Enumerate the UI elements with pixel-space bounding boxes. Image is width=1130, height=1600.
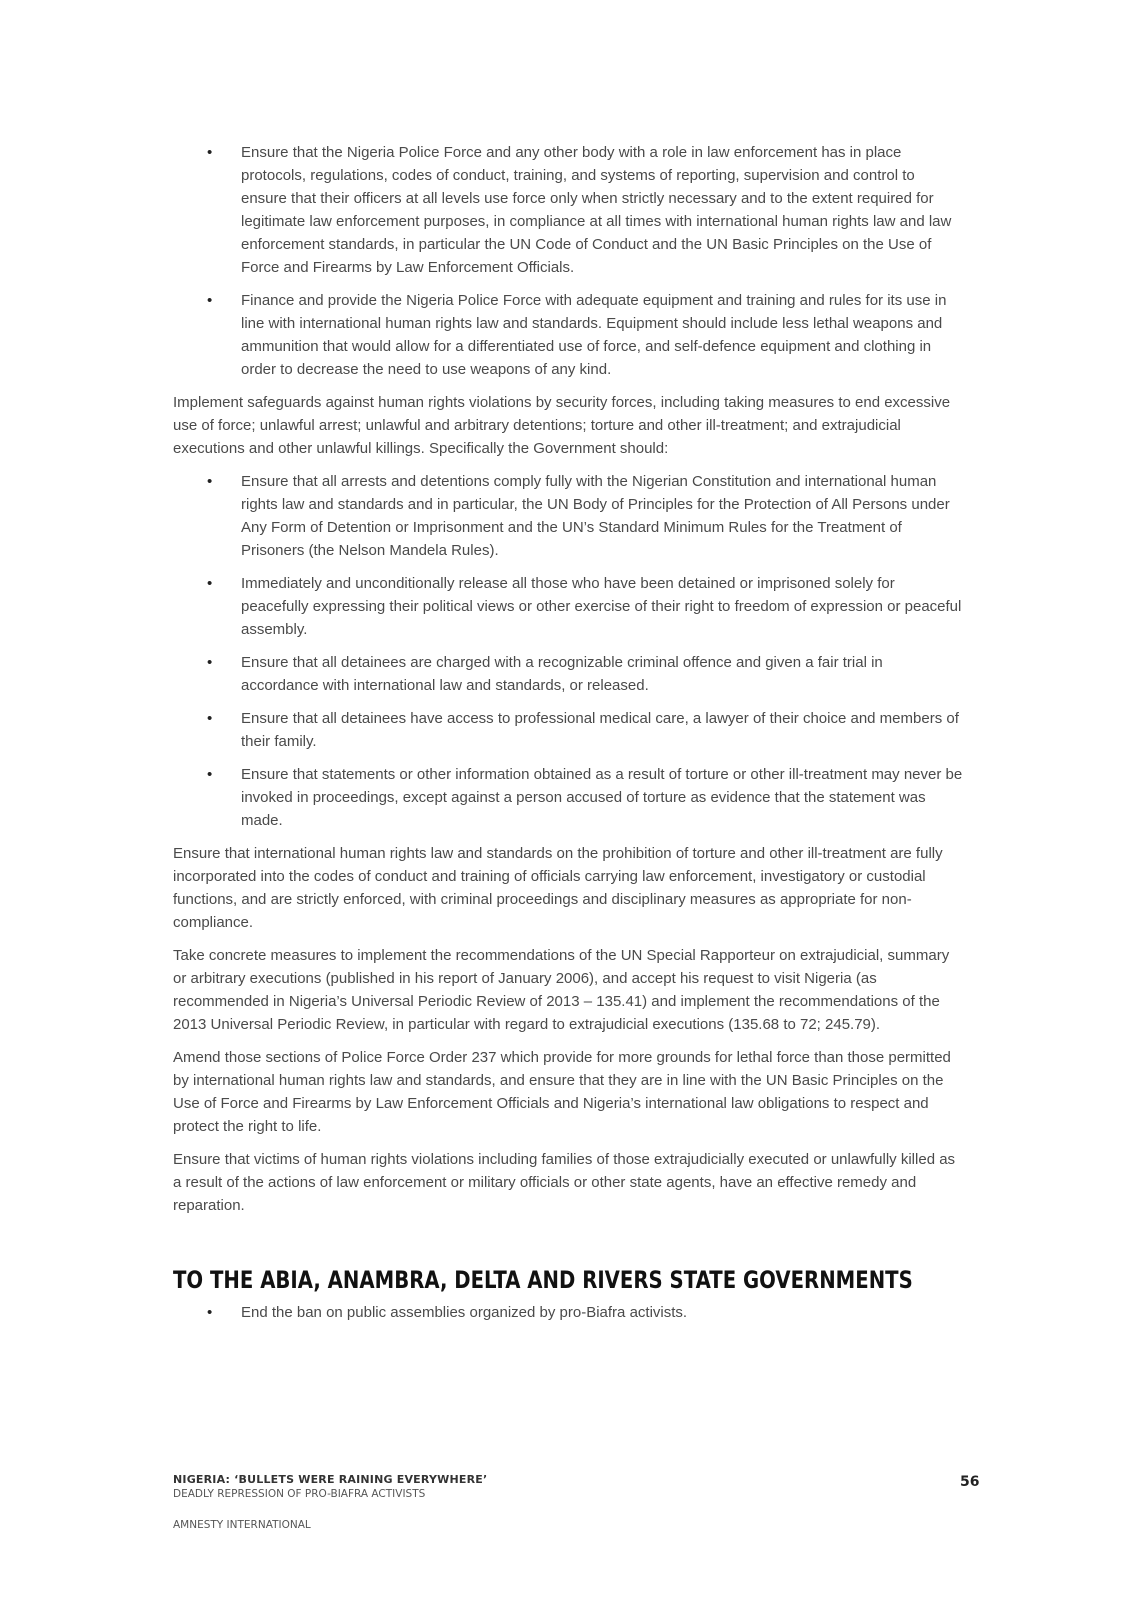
bullet-icon: • xyxy=(207,144,213,161)
list-item xyxy=(173,141,963,279)
list-item xyxy=(173,651,963,697)
paragraph-special-rapporteur: Take concrete measures to implement the recommendations of the UN Special Rapporteur on extrajudicial, summary or arbitrary executions (published in his report of January 2006), and accept his request to visit Nigeria (as recommended in Nigeria’s Universal Periodic Review of 2013 – 135.41) and implement the recommendations of the 2013 Universal Periodic Review, in particular with regard to extrajudicial executions (135.68 to 72; 245.79). xyxy=(173,947,950,1033)
page-footer xyxy=(173,1472,963,1533)
bullet-icon: • xyxy=(207,292,213,309)
bullet-list-state-governments xyxy=(173,1301,963,1324)
bullet-list-detentions xyxy=(173,470,963,832)
list-item-text: Immediately and unconditionally release all those who have been detained or imprisoned solely for peacefully expressing their political views or other exercise of their right to freedom of expression or peaceful assembly. xyxy=(241,575,962,638)
list-item xyxy=(173,572,963,641)
list-item xyxy=(173,289,963,381)
list-item-text: Ensure that statements or other information obtained as a result of torture or other ill-treatment may never be invoked in proceedings, except against a person accused of torture as evidence that the statement was made. xyxy=(241,766,963,829)
list-item xyxy=(173,1301,963,1324)
list-item-text: Ensure that all detainees have access to professional medical care, a lawyer of their choice and members of their family. xyxy=(241,710,959,750)
footer-title: NIGERIA: ‘BULLETS WERE RAINING EVERYWHERE’ xyxy=(173,1473,488,1486)
list-item-text: Ensure that all arrests and detentions comply fully with the Nigerian Constitution and international human rights law and standards and in particular, the UN Body of Principles for the Protection of All Persons under Any Form of Detention or Imprisonment and the UN’s Standard Minimum Rules for the Treatment of Prisoners (the Nelson Mandela Rules). xyxy=(241,473,950,559)
bullet-icon: • xyxy=(207,766,213,783)
paragraph-remedy: Ensure that victims of human rights violations including families of those extrajudicially executed or unlawfully killed as a result of the actions of law enforcement or military officials or other state agents, have an effective remedy and reparation. xyxy=(173,1151,956,1214)
main-content xyxy=(173,141,963,1334)
list-item-text: Finance and provide the Nigeria Police Force with adequate equipment and training and rules for its use in line with international human rights law and standards. Equipment should include less lethal weapons and ammunition that would allow for a differentiated use of force, and self-defence equipment and clothing in order to decrease the need to use weapons of any kind. xyxy=(241,292,947,378)
bullet-list-police xyxy=(173,141,963,381)
bullet-icon: • xyxy=(207,710,213,727)
list-item-text: Ensure that the Nigeria Police Force and any other body with a role in law enforcement has in place protocols, regulations, codes of conduct, training, and systems of reporting, supervision and control to ensure that their officers at all levels use force only when strictly necessary and to the extent required for legitimate law enforcement purposes, in compliance at all times with international human rights law and law enforcement standards, in particular the UN Code of Conduct and the UN Basic Principles on the Use of Force and Firearms by Law Enforcement Officials. xyxy=(241,144,952,276)
footer-subtitle: DEADLY REPRESSION OF PRO-BIAFRA ACTIVISTS xyxy=(173,1488,426,1500)
page-number: 56 xyxy=(960,1474,980,1490)
bullet-icon: • xyxy=(207,654,213,671)
list-item-text: Ensure that all detainees are charged with a recognizable criminal offence and given a fair trial in accordance with international law and standards, or released. xyxy=(241,654,883,694)
list-item xyxy=(173,470,963,562)
bullet-icon: • xyxy=(207,575,213,592)
paragraph-force-order-237: Amend those sections of Police Force Order 237 which provide for more grounds for lethal force than those permitted by international human rights law and standards, and ensure that they are in line with the UN Basic Principles on the Use of Force and Firearms by Law Enforcement Officials and Nigeria’s international law obligations to respect and protect the right to life. xyxy=(173,1049,951,1135)
list-item-text: End the ban on public assemblies organized by pro-Biafra activists. xyxy=(241,1304,688,1321)
list-item xyxy=(173,707,963,753)
footer-organization: AMNESTY INTERNATIONAL xyxy=(173,1519,311,1531)
bullet-icon: • xyxy=(207,473,213,490)
list-item xyxy=(173,763,963,832)
paragraph-safeguards: Implement safeguards against human rights violations by security forces, including taking measures to end excessive use of force; unlawful arrest; unlawful and arbitrary detentions; torture and other ill-treatment; and extrajudicial executions and other unlawful killings. Specifically the Government should: xyxy=(173,394,951,457)
section-heading: TO THE ABIA, ANAMBRA, DELTA AND RIVERS STATE GOVERNMENTS xyxy=(173,1266,913,1294)
paragraph-torture-standards: Ensure that international human rights law and standards on the prohibition of torture and other ill-treatment are fully incorporated into the codes of conduct and training of officials carrying law enforcement, investigatory or custodial functions, and are strictly enforced, with criminal proceedings and disciplinary measures as appropriate for non-compliance. xyxy=(173,845,943,931)
bullet-icon: • xyxy=(207,1304,213,1321)
